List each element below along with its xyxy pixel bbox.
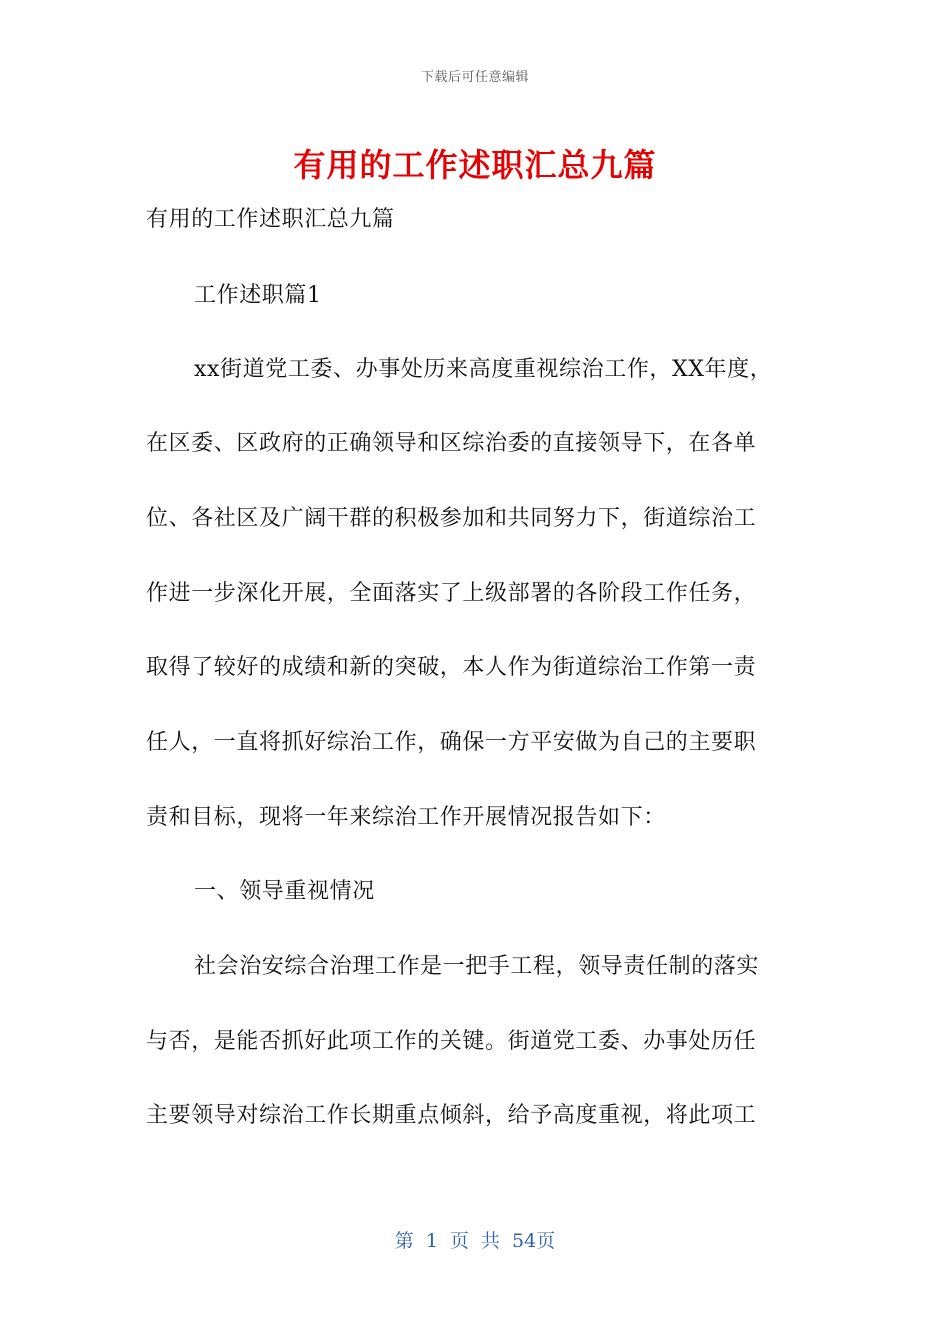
page-header-note: 下载后可任意编辑 — [420, 70, 529, 85]
subsection-heading: 一、领导重视情况 — [194, 879, 375, 904]
paragraph-line: 责和目标，现将一年来综治工作开展情况报告如下： — [146, 805, 666, 830]
paragraph-line: 社会治安综合治理工作是一把手工程，领导责任制的落实 — [194, 954, 760, 979]
paragraph-line: 作进一步深化开展，全面落实了上级部署的各阶段工作任务， — [146, 581, 757, 606]
paragraph-line: 与否，是能否抓好此项工作的关键。街道党工委、办事处历任 — [146, 1029, 757, 1054]
paragraph-line: xx街道党工委、办事处历来高度重视综治工作，XX年度， — [194, 357, 773, 382]
paragraph-line: 任人，一直将抓好综治工作，确保一方平安做为自己的主要职 — [146, 730, 757, 755]
paragraph-line: 在区委、区政府的正确领导和区综治委的直接领导下，在各单 — [146, 431, 757, 456]
paragraph-line: 位、各社区及广阔干群的积极参加和共同努力下，街道综治工 — [146, 506, 757, 531]
subtitle-line: 有用的工作述职汇总九篇 — [146, 207, 395, 232]
section-heading: 工作述职篇1 — [194, 283, 322, 308]
document-title: 有用的工作述职汇总九篇 — [293, 146, 657, 184]
paragraph-line: 取得了较好的成绩和新的突破，本人作为街道综治工作第一责 — [146, 655, 757, 680]
paragraph-line: 主要领导对综治工作长期重点倾斜，给予高度重视，将此项工 — [146, 1103, 757, 1128]
page-number: 第 1 页 共 54页 — [394, 1230, 556, 1252]
